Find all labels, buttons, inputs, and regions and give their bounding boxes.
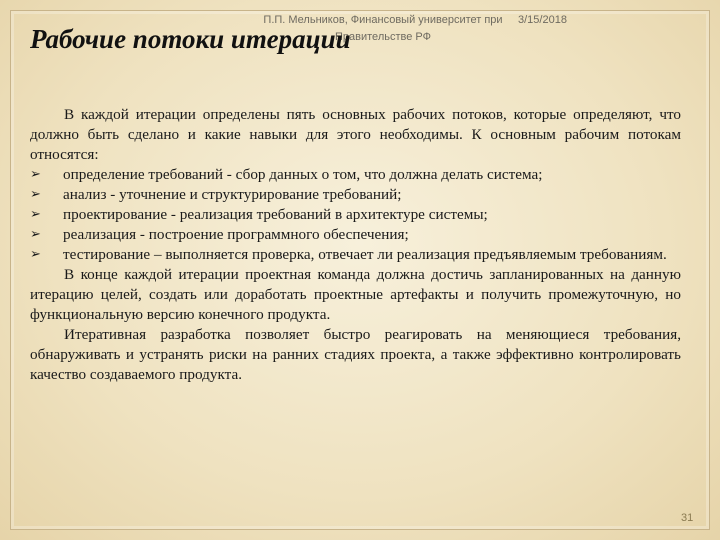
bullet-text: анализ - уточнение и структурирование требований; bbox=[63, 186, 402, 203]
page-number: 31 bbox=[681, 512, 694, 524]
bullet-item bbox=[30, 165, 681, 185]
bullet-text: проектирование - реализация требований в архитектуре системы; bbox=[63, 206, 488, 223]
arrow-bullet-icon: ➢ bbox=[30, 187, 41, 202]
bullet-item bbox=[30, 225, 681, 245]
intro-paragraph: В каждой итерации определены пять основных рабочих потоков, которые определяют, что должно быть сделано и какие навыки для этого необходимы. К основным рабочим потокам относятся: bbox=[30, 106, 681, 163]
bullet-item bbox=[30, 185, 681, 205]
arrow-bullet-icon: ➢ bbox=[30, 227, 41, 242]
conclusion-paragraph: В конце каждой итерации проектная команда должна достичь запланированных на данную итерацию целей, создать или доработать проектные артефакты и получить промежуточную, но функциональную версию конечного продукта. bbox=[30, 266, 681, 323]
date-label: 3/15/2018 bbox=[518, 14, 567, 26]
arrow-bullet-icon: ➢ bbox=[30, 167, 41, 182]
bullet-text: реализация - построение программного обеспечения; bbox=[63, 226, 409, 243]
bullet-text: определение требований - сбор данных о том, что должна делать система; bbox=[63, 166, 543, 183]
slide-body bbox=[30, 105, 681, 385]
author-footer: П.П. Мельников, Финансовый университет при Правительстве РФ bbox=[263, 14, 503, 43]
arrow-bullet-icon: ➢ bbox=[30, 207, 41, 222]
slide-title: Рабочие потоки итерации bbox=[30, 24, 351, 54]
bullet-item bbox=[30, 205, 681, 225]
bullet-item bbox=[30, 245, 681, 265]
arrow-bullet-icon: ➢ bbox=[30, 247, 41, 262]
conclusion-paragraph: Итеративная разработка позволяет быстро реагировать на меняющиеся требования, обнаруживать и устранять риски на ранних стадиях проекта, а также эффективно контролировать качество создаваемого продукта. bbox=[30, 326, 681, 383]
bullet-text: тестирование – выполняется проверка, отвечает ли реализация предъявляемым требованиям. bbox=[63, 246, 667, 263]
